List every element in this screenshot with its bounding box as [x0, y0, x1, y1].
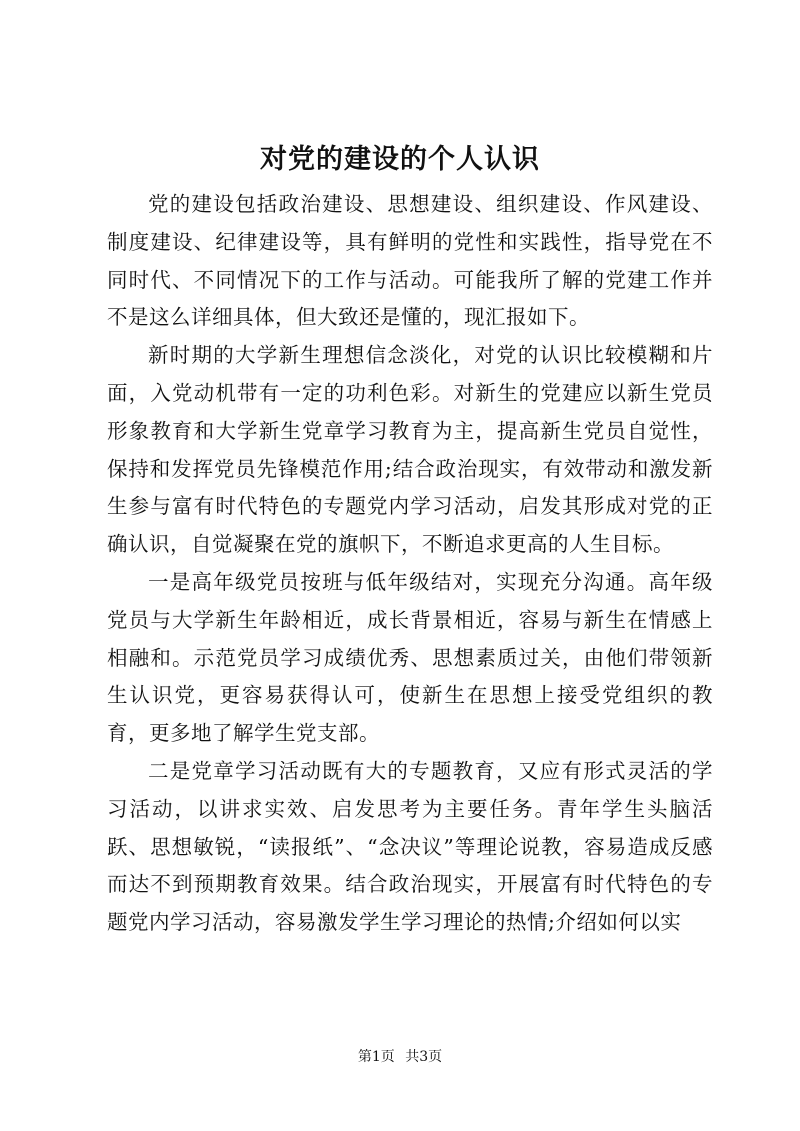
document-body	[107, 186, 713, 942]
page-footer	[0, 1047, 800, 1067]
paragraph: 二是党章学习活动既有大的专题教育，又应有形式灵活的学习活动，以讲求实效、启发思考为主要任务。青年学生头脑活跃、思想敏锐，“读报纸”、“念决议”等理论说教，容易造成反感而达不到预期教育效果。结合政治现实，开展富有时代特色的专题党内学习活动，容易激发学生学习理论的热情;介绍如何以实	[107, 758, 713, 935]
document-title: 对党的建设的个人认识	[260, 144, 540, 175]
paragraph: 一是高年级党员按班与低年级结对，实现充分沟通。高年级党员与大学新生年龄相近，成长背景相近，容易与新生在情感上相融和。示范党员学习成绩优秀、思想素质过关，由他们带领新生认识党，更容易获得认可，使新生在思想上接受党组织的教育，更多地了解学生党支部。	[107, 569, 713, 746]
paragraph: 党的建设包括政治建设、思想建设、组织建设、作风建设、制度建设、纪律建设等，具有鲜明的党性和实践性，指导党在不同时代、不同情况下的工作与活动。可能我所了解的党建工作并不是这么详细具体，但大致还是懂的，现汇报如下。	[107, 192, 713, 330]
paragraph: 新时期的大学新生理想信念淡化，对党的认识比较模糊和片面，入党动机带有一定的功利色彩。对新生的党建应以新生党员形象教育和大学新生党章学习教育为主，提高新生党员自觉性，保持和发挥党员先锋模范作用;结合政治现实，有效带动和激发新生参与富有时代特色的专题党内学习活动，启发其形成对党的正确认识，自觉凝聚在党的旗帜下，不断追求更高的人生目标。	[107, 343, 713, 557]
page-number: 第1页	[357, 1049, 395, 1065]
page-total: 共3页	[405, 1049, 443, 1065]
